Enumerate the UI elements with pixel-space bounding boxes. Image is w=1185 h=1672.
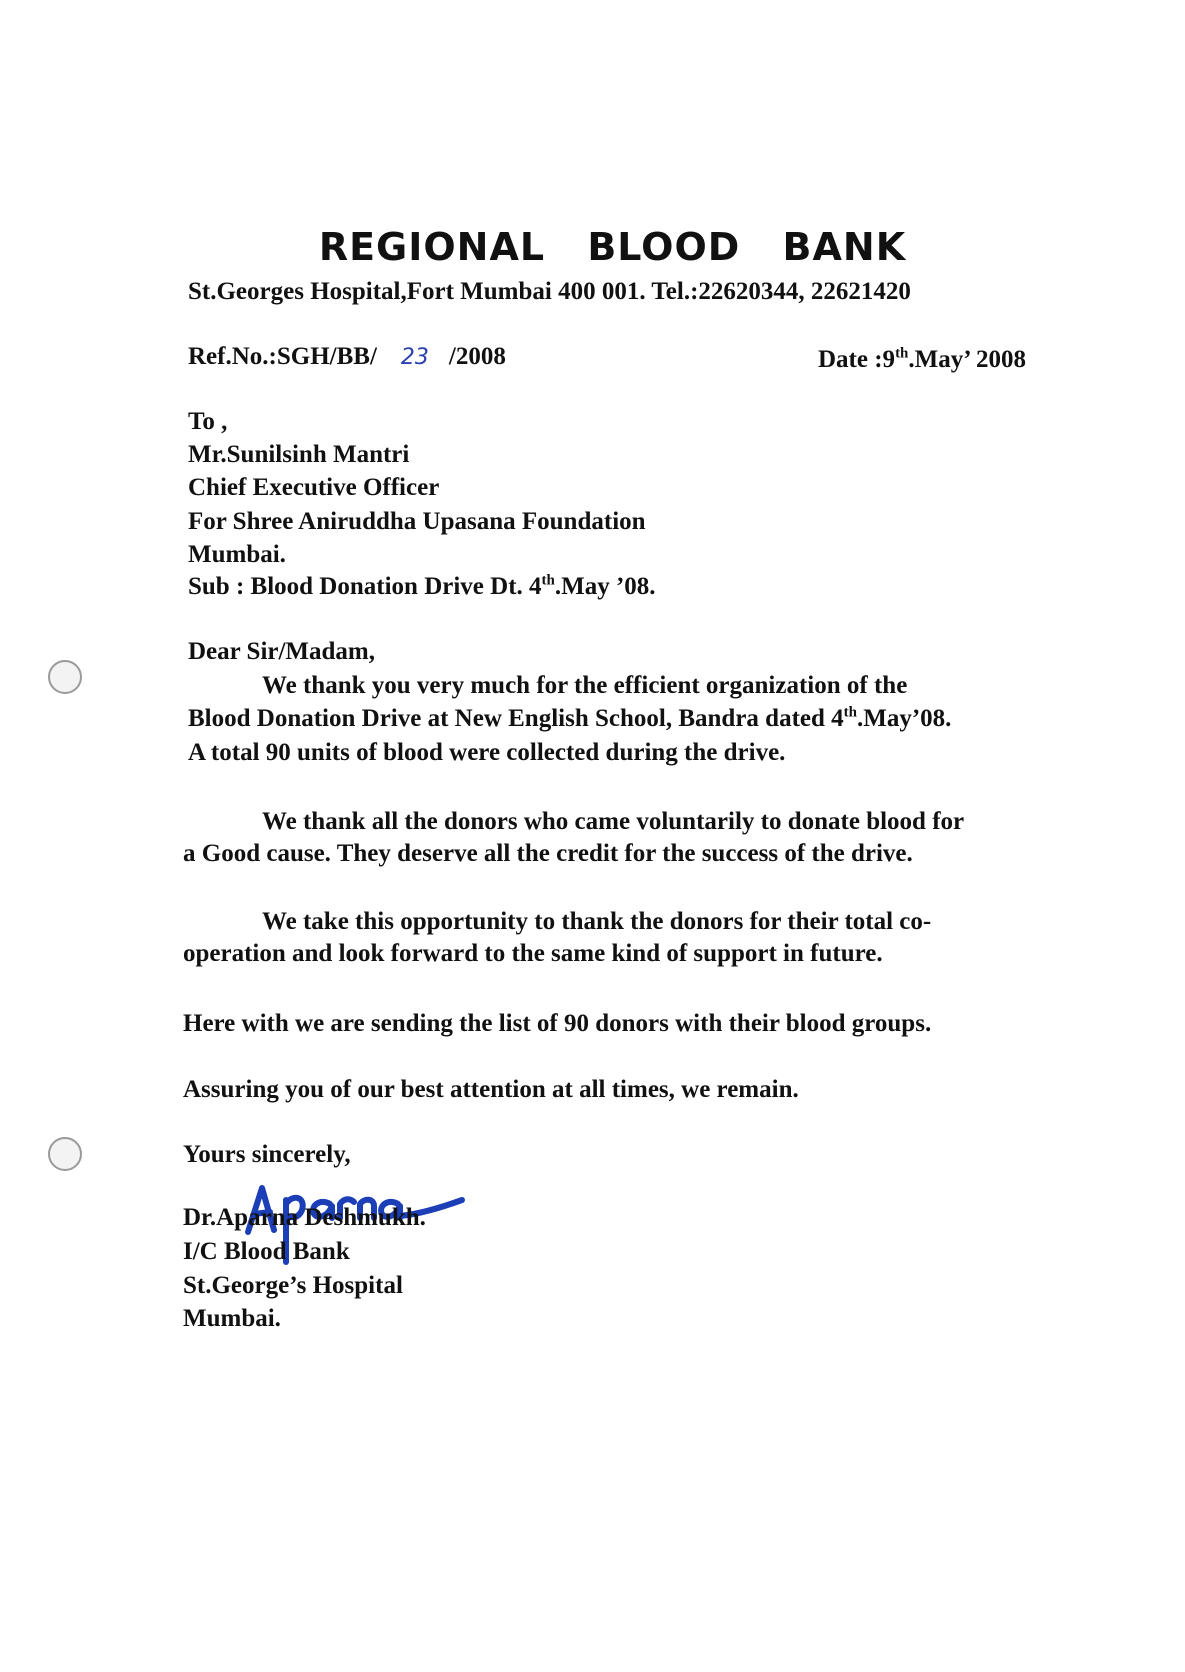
paragraph-1-line-2 [188, 705, 951, 733]
recipient-organization: For Shree Aniruddha Upasana Foundation [188, 508, 646, 535]
valediction: Yours sincerely, [183, 1141, 351, 1168]
signatory-title: I/C Blood Bank [183, 1238, 350, 1265]
reference-number [188, 343, 506, 371]
punch-hole-bottom [48, 1137, 82, 1171]
paragraph-3-line-1: We take this opportunity to thank the donors for their total co- [262, 908, 932, 935]
date-ordinal: th [895, 345, 909, 362]
letterhead-address: St.Georges Hospital,Fort Mumbai 400 001. Tel.:22620344, 22621420 [188, 278, 911, 305]
subject-line [188, 573, 656, 601]
paragraph-1-line-1: We thank you very much for the efficient organization of the [262, 672, 908, 699]
title-word-blood: BLOOD [587, 225, 741, 269]
paragraph-4: Here with we are sending the list of 90 donors with their blood groups. [183, 1010, 932, 1037]
salutation: Dear Sir/Madam, [188, 638, 376, 665]
signatory-name: Dr.Aparna Deshmukh. [183, 1204, 426, 1231]
paragraph-3-line-2: operation and look forward to the same kind of support in future. [183, 940, 883, 967]
paragraph-1-line-2-text: Blood Donation Drive at New English School, Bandra dated 4 [188, 705, 844, 732]
paragraph-1-ordinal: th [843, 704, 857, 721]
recipient-name: Mr.Sunilsinh Mantri [188, 441, 410, 468]
paragraph-2-line-1: We thank all the donors who came voluntarily to donate blood for [262, 808, 965, 835]
reference-handwritten-number: 23 [400, 345, 429, 370]
reference-suffix: /2008 [448, 343, 506, 370]
recipient-to: To , [188, 408, 228, 435]
recipient-designation: Chief Executive Officer [188, 474, 440, 501]
paragraph-5: Assuring you of our best attention at all times, we remain. [183, 1076, 799, 1103]
letter-date [818, 346, 1026, 374]
punch-hole-top [48, 660, 82, 694]
paragraph-2-line-2: a Good cause. They deserve all the credit for the success of the drive. [183, 840, 913, 867]
title-word-regional: REGIONAL [318, 225, 546, 269]
paragraph-1-line-2-rest: .May’08. [856, 705, 952, 732]
reference-prefix: Ref.No.:SGH/BB/ [188, 343, 377, 370]
date-prefix: Date :9 [818, 346, 896, 373]
subject-prefix: Sub : Blood Donation Drive Dt. 4 [188, 573, 542, 600]
date-rest: .May’ 2008 [908, 346, 1026, 373]
letterhead-title [0, 225, 1185, 269]
paragraph-1-line-3: A total 90 units of blood were collected during the drive. [188, 739, 786, 766]
recipient-city: Mumbai. [188, 541, 286, 568]
signatory-city: Mumbai. [183, 1305, 281, 1332]
title-word-bank: BANK [782, 225, 907, 269]
subject-ordinal: th [541, 572, 555, 589]
signatory-hospital: St.George’s Hospital [183, 1272, 403, 1299]
subject-rest: .May ’08. [554, 573, 656, 600]
